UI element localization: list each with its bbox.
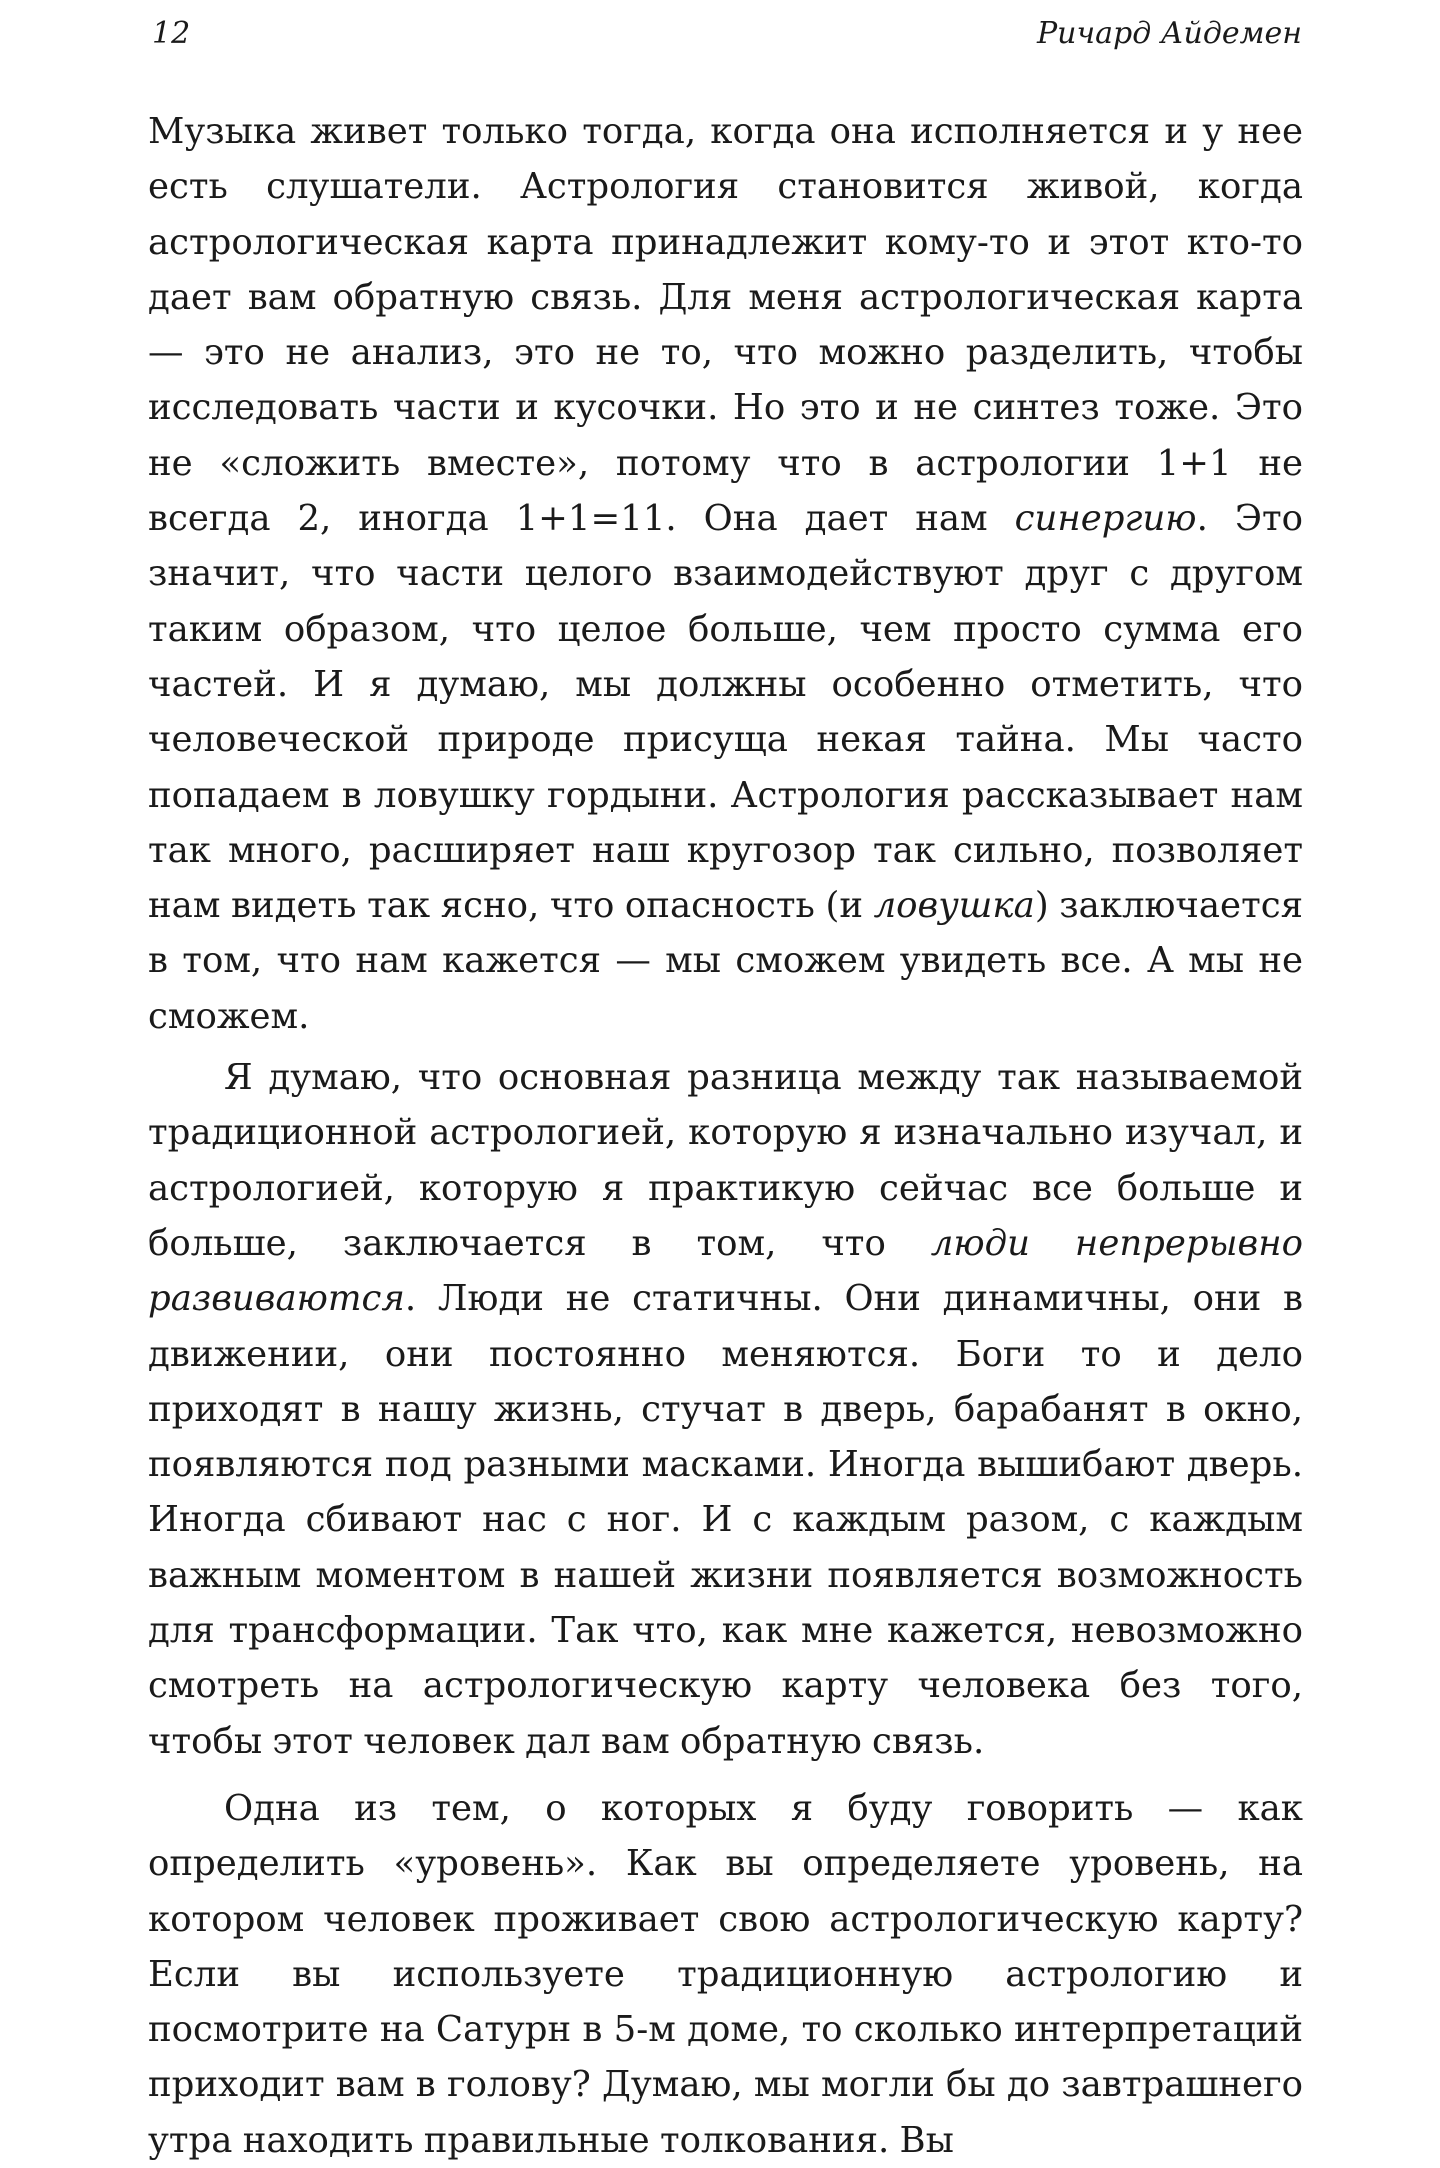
paragraph-1-text-2: . Это значит, что части целого взаимодействуют друг с другом таким образом, что целое больше, чем просто сумма его частей. И я думаю, мы должны особенно отметить, что человеческой природе присуща некая тайна. Мы часто попадаем в ловушку гордыни. Астрология рассказывает нам так много, расширяет наш кругозор так сильно, позволяет нам видеть так ясно, что опасность (и xyxy=(148,498,1303,927)
paragraph-3 xyxy=(148,1781,1303,2168)
emphasis-people-develop: люди непрерывно развиваются xyxy=(148,1222,1303,1320)
body-text xyxy=(148,104,1303,2168)
paragraph-3-text-1: Одна из тем, о которых я буду говорить — как определить «уровень». Как вы определяете уровень, на котором человек проживает свою астрологическую карту? Если вы используете традиционную астрологию и посмотрите на Сатурн в 5-м доме, то сколько интерпретаций приходит вам в голову? Думаю, мы могли бы до завтрашнего утра находить правильные толкования. Вы xyxy=(148,1787,1303,2161)
paragraph-1 xyxy=(148,104,1303,1044)
paragraph-2 xyxy=(148,1050,1303,1769)
paragraph-1-text-1: Музыка живет только тогда, когда она исполняется и у нее есть слушатели. Астрология становится живой, когда астрологическая карта принадлежит кому-то и этот кто-то дает вам обратную связь. Для меня астрологическая карта — это не анализ, это не то, что можно разделить, чтобы исследовать части и кусочки. Но это и не синтез тоже. Это не «сложить вместе», потому что в астрологии 1+1 не всегда 2, иногда 1+1=11. Она дает нам xyxy=(148,111,1303,540)
page-number: 12 xyxy=(152,16,191,51)
paragraph-1-text-3: ) заключается в том, что нам кажется — мы сможем увидеть все. А мы не сможем. xyxy=(148,885,1303,1037)
running-head: Ричард Айдемен xyxy=(1036,16,1302,51)
paragraph-2-text-1: Я думаю, что основная разница между так называемой традиционной астрологией, которую я изначально изучал, и астрологией, которую я практикую сейчас все больше и больше, заключается в том, что xyxy=(148,1057,1303,1264)
emphasis-trap: ловушка xyxy=(873,885,1035,927)
paragraph-2-text-2: . Люди не статичны. Они динамичны, они в движении, они постоянно меняются. Боги то и дело приходят в нашу жизнь, стучат в дверь, барабанят в окно, появляются под разными масками. Иногда вышибают дверь. Иногда сбивают нас с ног. И с каждым разом, с каждым важным моментом в нашей жизни появляется возможность для трансформации. Так что, как мне кажется, невозможно смотреть на астрологическую карту человека без того, чтобы этот человек дал вам обратную связь. xyxy=(148,1278,1303,1762)
emphasis-synergy: синергию xyxy=(1014,498,1197,540)
